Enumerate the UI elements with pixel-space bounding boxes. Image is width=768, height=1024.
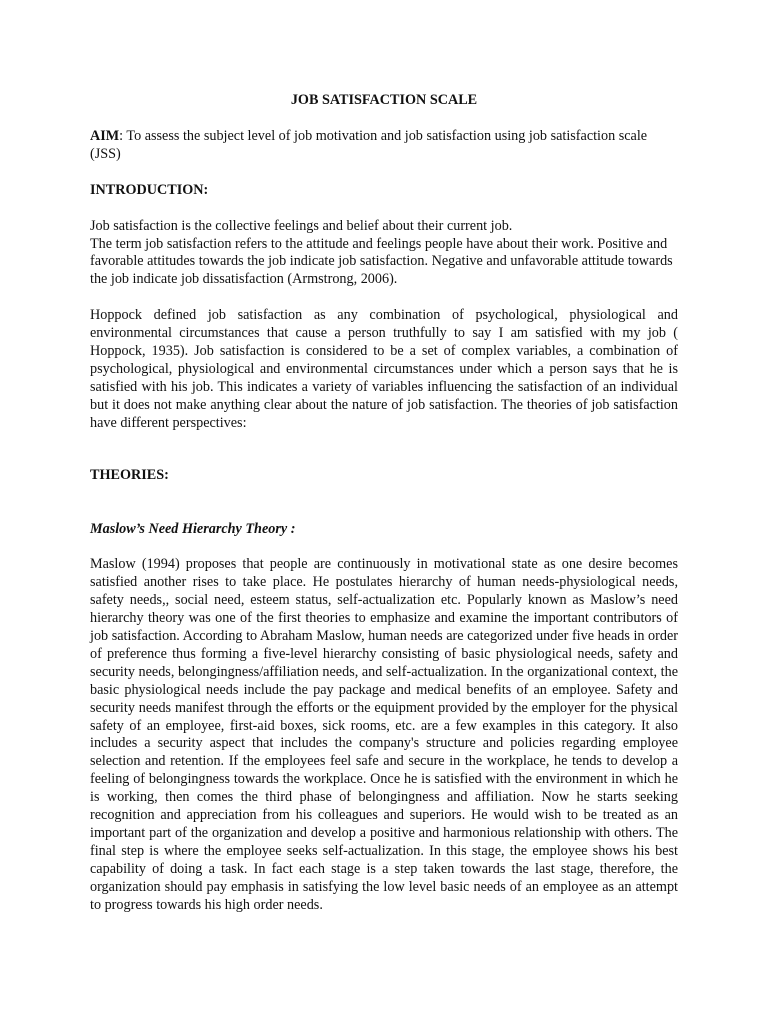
maslow-paragraph: Maslow (1994) proposes that people are continuously in motivational state as one desire becomes satisfied another rises to take place. He postulates hierarchy of human needs-physiological needs, safety needs,, social need, esteem status, self-actualization etc. Popularly known as Maslow’s need hierarchy theory was one of the first theories to emphasize and examine the important contributors of job satisfaction. According to Abraham Maslow, human needs are categorized under five heads in order of preference thus forming a five-level hierarchy consisting of basic physiological needs, safety and security needs, belongingness/affiliation needs, and self-actualization. In the organizational context, the basic physiological needs include the pay package and medical benefits of an employee. Safety and security needs manifest through the efforts or the equipment provided by the employer for the physical safety of an employee, first-aid boxes, sick rooms, etc. are a few examples in this category. It also includes a security aspect that includes the company's structure and policies regarding employee selection and retention. If the employees feel safe and secure in the workplace, he tends to develop a feeling of belongingness towards the workplace. Once he is satisfied with the environment in which he is working, then comes the third phase of belongingness and affiliation. Now he starts seeking recognition and appreciation from his colleagues and superiors. He would wish to be treated as an important part of the organization and develop a positive and harmonious relationship with others. The final step is where the employee seeks self-actualization. In this stage, the employee shows his best capability of doing a task. In fact each stage is a step taken towards the last stage, therefore, the organization should pay emphasis in satisfying the low level basic needs of an employee as an attempt to progress towards his high order needs. (90, 556, 678, 913)
introduction-paragraph-2: Hoppock defined job satisfaction as any combination of psychological, physiological and environmental circumstances that cause a person truthfully to say I am satisfied with my job ( Hoppock, 1935). Job satisfaction is considered to be a set of complex variables, a combination of psychological, physiological and environmental circumstances under which a person says that he is satisfied with his job. This indicates a variety of variables influencing the satisfaction of an individual but it does not make anything clear about the nature of job satisfaction. The theories of job satisfaction have different perspectives: (90, 307, 678, 431)
aim-section (90, 128, 678, 164)
theories-heading: THEORIES: (90, 466, 169, 483)
introduction-heading: INTRODUCTION: (90, 181, 209, 198)
aim-label: AIM (90, 127, 120, 144)
maslow-heading: Maslow’s Need Hierarchy Theory : (90, 520, 296, 537)
introduction-paragraph-1: The term job satisfaction refers to the attitude and feelings people have about their work. Positive and favorable attitudes towards the job indicate job satisfaction. Negative and unfavorable attitude towards the job indicate job dissatisfaction (Armstrong, 2006). (90, 235, 673, 288)
spacer (90, 503, 678, 521)
spacer (90, 433, 678, 467)
introduction-line: Job satisfaction is the collective feelings and belief about their current job. (90, 217, 513, 234)
document-title: JOB SATISFACTION SCALE (290, 92, 478, 108)
spacer (90, 289, 678, 307)
aim-text: : To assess the subject level of job motivation and job satisfaction using job satisfaction scale (JSS) (90, 127, 648, 162)
